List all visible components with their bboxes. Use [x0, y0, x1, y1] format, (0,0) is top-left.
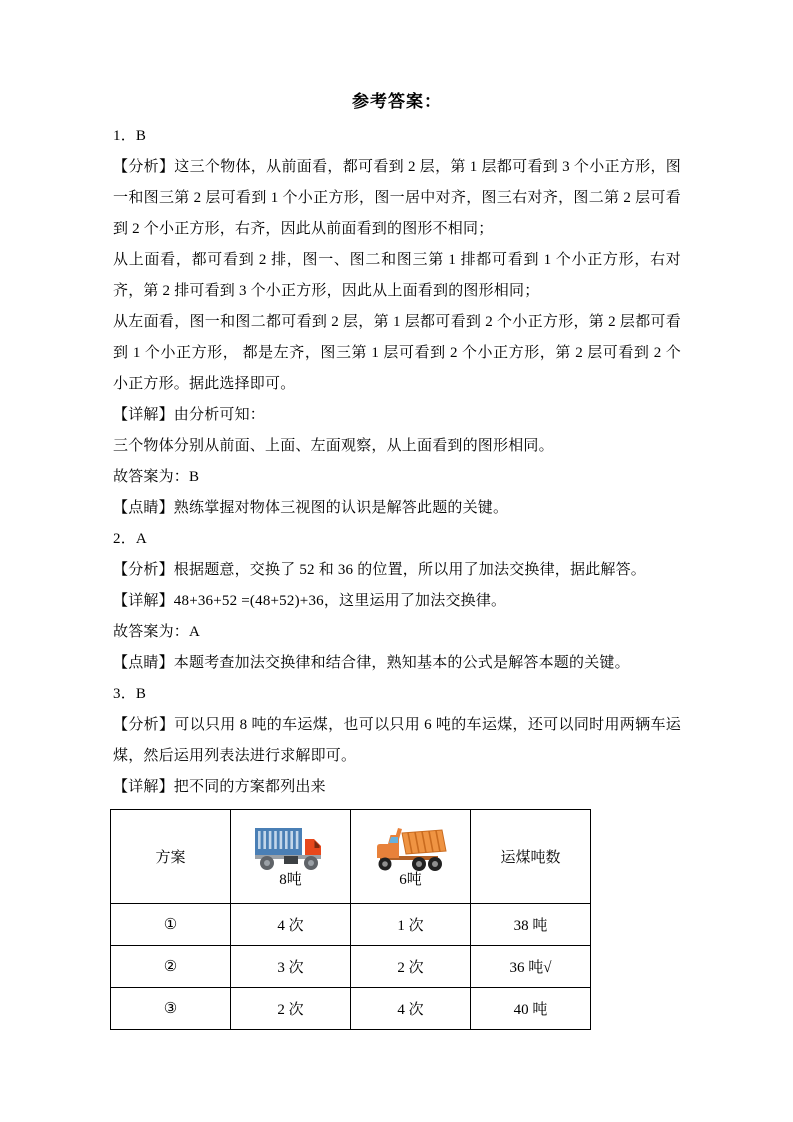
- analysis-1-paragraph: 【分析】这三个物体，从前面看，都可看到 2 层，第 1 层都可看到 3 个小正方形，图一和图三第 2 层可看到 1 个小正方形，图一居中对齐，图三右对齐，图二第 2 层可看到 2 个小正方形，右齐，因此从前面看到的图形不相同；: [113, 159, 681, 237]
- total-tonnage-cell: 38 吨: [471, 904, 591, 946]
- analysis-1-left-view-paragraph: 从左面看，图一和图二都可看到 2 层，第 1 层都可看到 2 个小正方形，第 2 层都可看到 1 个小正方形， 都是左齐，图三第 1 层可看到 2 个小正方形，第 2 层可看到 2 个小正方形。据此选择即可。: [113, 314, 681, 392]
- truck8-trips-cell: 2 次: [231, 988, 351, 1030]
- truck6-capacity-label: 6吨: [399, 871, 422, 888]
- detail-2-formula: 【详解】48+36+52 =(48+52)+36，这里运用了加法交换律。: [113, 593, 507, 609]
- truck8-capacity-label: 8吨: [279, 871, 302, 888]
- total-tonnage-cell: 40 吨: [471, 988, 591, 1030]
- answer-1-line: 1．B: [113, 128, 147, 144]
- header-truck8-cell: [231, 810, 351, 904]
- truck6-trips-cell: 1 次: [351, 904, 471, 946]
- detail-1-body: 三个物体分别从前面、上面、左面观察，从上面看到的图形相同。: [113, 438, 554, 454]
- truck8-trips-cell: 3 次: [231, 946, 351, 988]
- answer-2-line: 2．A: [113, 531, 147, 547]
- answer-3-line: 3．B: [113, 686, 147, 702]
- truck8-trips-cell: 4 次: [231, 904, 351, 946]
- header-plan-cell: 方案: [111, 810, 231, 904]
- analysis-1-top-view-paragraph: 从上面看，都可看到 2 排，图一、图二和图三第 1 排都可看到 1 个小正方形，右对齐，第 2 排可看到 3 个小正方形，因此从上面看到的图形相同；: [113, 252, 681, 299]
- detail-1-lead: 【详解】由分析可知：: [113, 407, 266, 423]
- truck6-trips-cell: 2 次: [351, 946, 471, 988]
- header-truck6-cell: [351, 810, 471, 904]
- table-row-plan-3: [111, 988, 591, 1030]
- page-title: 参考答案：: [352, 92, 442, 111]
- plan-cell: ②: [111, 946, 231, 988]
- answer-2-conclusion: 故答案为：A: [113, 624, 201, 640]
- tip-1: 【点睛】熟练掌握对物体三视图的认识是解答此题的关键。: [113, 500, 509, 516]
- header-tonnage-cell: 运煤吨数: [471, 810, 591, 904]
- analysis-3-paragraph: 【分析】可以只用 8 吨的车运煤，也可以只用 6 吨的车运煤，还可以同时用两辆车运煤，然后运用列表法进行求解即可。: [113, 717, 681, 764]
- container-truck-icon: [254, 825, 328, 871]
- plan-cell: ③: [111, 988, 231, 1030]
- table-row-plan-1: [111, 904, 591, 946]
- answer-1-conclusion: 故答案为：B: [113, 469, 200, 485]
- table-row-plan-2: [111, 946, 591, 988]
- analysis-2-paragraph: 【分析】根据题意，交换了 52 和 36 的位置，所以用了加法交换律，据此解答。: [113, 562, 647, 578]
- detail-3-lead: 【详解】把不同的方案都列出来: [113, 779, 326, 795]
- dump-truck-icon: [374, 825, 448, 871]
- table-header-row: [111, 810, 591, 904]
- plan-cell: ①: [111, 904, 231, 946]
- coal-plans-table: [110, 809, 591, 1030]
- total-tonnage-cell: 36 吨√: [471, 946, 591, 988]
- tip-2: 【点睛】本题考查加法交换律和结合律，熟知基本的公式是解答本题的关键。: [113, 655, 630, 671]
- truck6-trips-cell: 4 次: [351, 988, 471, 1030]
